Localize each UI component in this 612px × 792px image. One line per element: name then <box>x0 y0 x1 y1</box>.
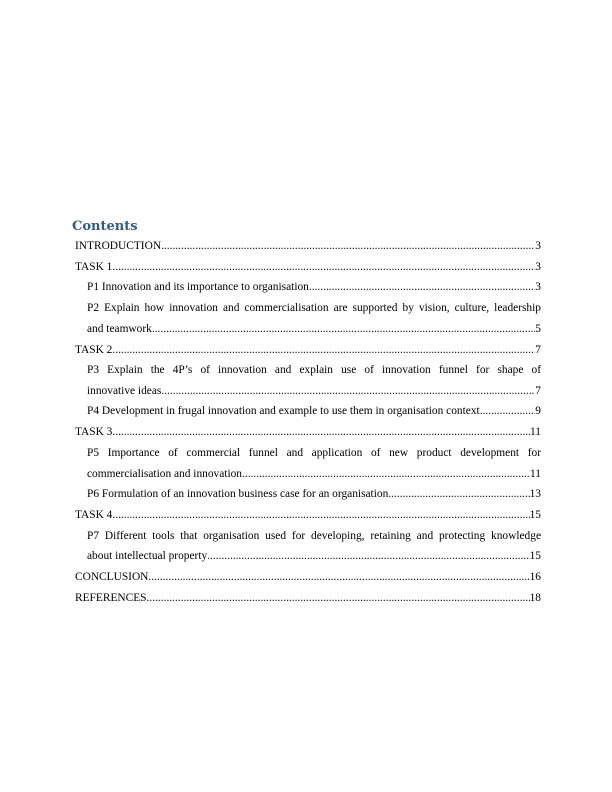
toc-leader-dots <box>242 467 530 481</box>
toc-leader-dots <box>148 570 529 584</box>
toc-entry-p5-line1[interactable]: P5 Importance of commercial funnel and application of new product development for <box>87 447 541 459</box>
toc-entry-page: 3 <box>535 281 541 293</box>
toc-entry-title: CONCLUSION <box>75 571 149 583</box>
toc-leader-dots <box>112 508 529 522</box>
toc-entry-title: and teamwork <box>87 323 152 335</box>
toc-entry-page: 18 <box>529 592 541 604</box>
toc-entry-task-2[interactable] <box>75 343 541 357</box>
toc-entry-p5[interactable] <box>87 467 541 481</box>
toc-entry-title: TASK 1 <box>75 261 113 273</box>
toc-entry-title: about intellectual property <box>87 550 208 562</box>
toc-entry-page: 3 <box>535 240 541 252</box>
toc-leader-dots <box>388 487 529 501</box>
toc-entry-introduction[interactable] <box>75 239 541 253</box>
toc-entry-page: 7 <box>535 385 541 397</box>
toc-entry-title: P1 Innovation and its importance to organisation <box>87 281 309 293</box>
toc-leader-dots <box>147 591 530 605</box>
toc-leader-dots <box>161 384 535 398</box>
toc-entry-page: 11 <box>530 426 541 438</box>
toc-entry-p1[interactable] <box>87 280 541 294</box>
toc-entry-p7[interactable] <box>87 549 541 563</box>
toc-entry-p7-line1[interactable]: P7 Different tools that organisation used for developing, retaining and protecting knowledge <box>87 530 541 542</box>
toc-entry-title: TASK 2 <box>75 344 113 356</box>
toc-leader-dots <box>480 404 536 418</box>
toc-entry-title: INTRODUCTION <box>75 240 162 252</box>
toc-entry-task-1[interactable] <box>75 260 541 274</box>
toc-leader-dots <box>207 549 529 563</box>
toc-leader-dots <box>112 343 535 357</box>
toc-entry-p6[interactable] <box>87 487 541 501</box>
toc-leader-dots <box>112 260 535 274</box>
toc-leader-dots <box>112 425 530 439</box>
toc-entry-title: commercialisation and innovation <box>87 468 242 480</box>
toc-entry-page: 9 <box>535 405 541 417</box>
toc-entry-conclusion[interactable] <box>75 570 541 584</box>
toc-leader-dots <box>161 239 535 253</box>
toc-entry-p2-line1[interactable]: P2 Explain how innovation and commercialisation are supported by vision, culture, leadership <box>87 302 541 314</box>
toc-entry-page: 11 <box>530 468 541 480</box>
toc-entry-page: 16 <box>529 571 541 583</box>
toc-entry-page: 13 <box>529 488 541 500</box>
toc-entry-page: 3 <box>535 261 541 273</box>
toc-entry-page: 15 <box>529 509 541 521</box>
toc-entry-title: TASK 4 <box>75 509 113 521</box>
toc-entry-task-3[interactable] <box>75 425 541 439</box>
toc-entry-title: P6 Formulation of an innovation business case for an organisation <box>87 488 389 500</box>
toc-entry-title: innovative ideas <box>87 385 162 397</box>
toc-entry-references[interactable] <box>75 591 541 605</box>
toc-leader-dots <box>309 280 535 294</box>
toc-entry-title: P4 Development in frugal innovation and example to use them in organisation context <box>87 405 480 417</box>
toc-heading: Contents <box>72 219 138 234</box>
toc-entry-p3[interactable] <box>87 384 541 398</box>
toc-entry-page: 7 <box>535 344 541 356</box>
toc-entry-title: REFERENCES <box>75 592 147 604</box>
toc-entry-page: 15 <box>529 550 541 562</box>
toc-entry-page: 5 <box>535 323 541 335</box>
toc-entry-p4[interactable] <box>87 404 541 418</box>
toc-entry-title: TASK 3 <box>75 426 113 438</box>
toc-entry-p3-line1[interactable]: P3 Explain the 4P’s of innovation and explain use of innovation funnel for shape of <box>87 364 541 376</box>
toc-entry-p2[interactable] <box>87 322 541 336</box>
toc-leader-dots <box>152 322 535 336</box>
toc-entry-task-4[interactable] <box>75 508 541 522</box>
